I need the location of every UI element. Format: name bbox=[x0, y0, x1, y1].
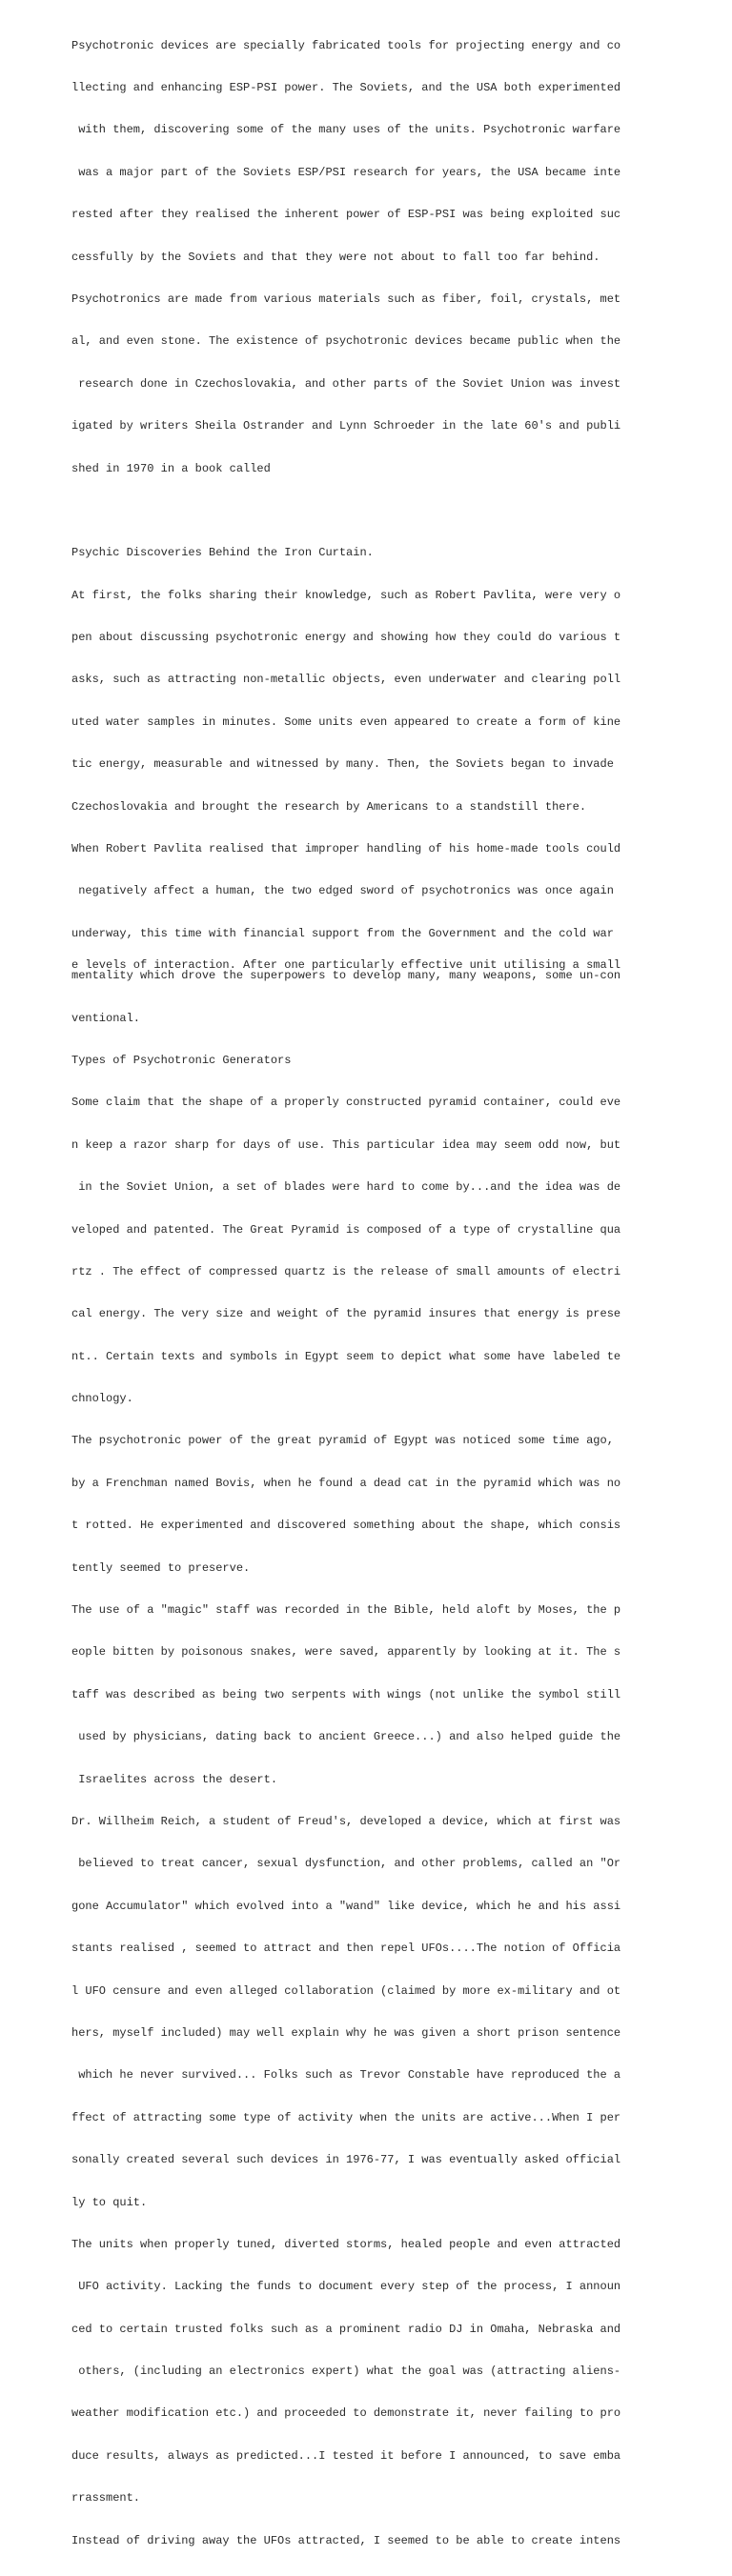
text-line: At first, the folks sharing their knowledge, such as Robert Pavlita, were very o bbox=[71, 588, 621, 602]
text-line: Psychotronic devices are specially fabricated tools for projecting energy and co bbox=[71, 38, 621, 52]
section-heading: Psychic Discoveries Behind the Iron Curtain. bbox=[71, 546, 374, 560]
text-line: with them, discovering some of the many uses of the units. Psychotronic warfare bbox=[71, 123, 621, 137]
text-line: research done in Czechoslovakia, and other parts of the Soviet Union was invest bbox=[71, 376, 621, 391]
text-line: taff was described as being two serpents with wings (not unlike the symbol still bbox=[71, 1687, 621, 1701]
text-line: duce results, always as predicted...I tested it before I announced, to save emba bbox=[71, 2448, 621, 2463]
text-line: which he never survived... Folks such as Trevor Constable have reproduced the a bbox=[71, 2068, 621, 2083]
text-line: veloped and patented. The Great Pyramid is composed of a type of crystalline qua bbox=[71, 1222, 621, 1237]
text-line: cal energy. The very size and weight of the pyramid insures that energy is prese bbox=[71, 1307, 621, 1321]
text-line: used by physicians, dating back to ancient Greece...) and also helped guide the bbox=[71, 1730, 621, 1744]
text-line: Psychotronics are made from various materials such as fiber, foil, crystals, met bbox=[71, 292, 621, 306]
text-line: chnology. bbox=[71, 1392, 133, 1406]
text-line: others, (including an electronics expert) what the goal was (attracting aliens- bbox=[71, 2365, 621, 2379]
document-body-text bbox=[71, 10, 620, 2576]
text-line: pen about discussing psychotronic energy and showing how they could do various t bbox=[71, 631, 621, 645]
text-line: negatively affect a human, the two edged sword of psychotronics was once again bbox=[71, 884, 614, 898]
text-line: l UFO censure and even alleged collaboration (claimed by more ex-military and ot bbox=[71, 1983, 621, 1998]
continued-text-line: e levels of interaction. After one particularly effective unit utilising a small bbox=[71, 958, 621, 972]
text-line: t rotted. He experimented and discovered something about the shape, which consis bbox=[71, 1519, 621, 1533]
text-line: by a Frenchman named Bovis, when he found a dead cat in the pyramid which was no bbox=[71, 1476, 621, 1490]
text-line: Israelites across the desert. bbox=[71, 1772, 278, 1786]
text-line: uted water samples in minutes. Some units even appeared to create a form of kine bbox=[71, 714, 621, 729]
text-line: Czechoslovakia and brought the research by Americans to a standstill there. bbox=[71, 799, 587, 814]
text-line: The psychotronic power of the great pyramid of Egypt was noticed some time ago, bbox=[71, 1434, 614, 1448]
text-line: tic energy, measurable and witnessed by many. Then, the Soviets began to invade bbox=[71, 757, 614, 772]
text-line: underway, this time with financial support from the Government and the cold war bbox=[71, 926, 614, 940]
text-line: believed to treat cancer, sexual dysfunction, and other problems, called an "Or bbox=[71, 1857, 621, 1871]
text-line: igated by writers Sheila Ostrander and Lynn Schroeder in the late 60's and publi bbox=[71, 419, 621, 433]
text-line: gone Accumulator" which evolved into a "wand" like device, which he and his assi bbox=[71, 1899, 621, 1913]
text-line: n keep a razor sharp for days of use. This particular idea may seem odd now, but bbox=[71, 1137, 621, 1152]
text-line: weather modification etc.) and proceeded to demonstrate it, never failing to pro bbox=[71, 2406, 621, 2421]
text-line: ly to quit. bbox=[71, 2195, 148, 2209]
text-line: ventional. bbox=[71, 1011, 141, 1025]
text-line: The units when properly tuned, diverted storms, healed people and even attracted bbox=[71, 2237, 621, 2251]
text-line: mentality which drove the superpowers to develop many, many weapons, some un-con bbox=[71, 969, 621, 983]
text-line: hers, myself included) may well explain why he was given a short prison sentence bbox=[71, 2025, 621, 2040]
text-line: UFO activity. Lacking the funds to document every step of the process, I announ bbox=[71, 2280, 621, 2294]
text-line: When Robert Pavlita realised that improper handling of his home-made tools could bbox=[71, 842, 621, 856]
text-line: rested after they realised the inherent power of ESP-PSI was being exploited suc bbox=[71, 208, 621, 222]
text-line: was a major part of the Soviets ESP/PSI research for years, the USA became inte bbox=[71, 165, 621, 179]
text-line: The use of a "magic" staff was recorded in the Bible, held aloft by Moses, the p bbox=[71, 1603, 621, 1618]
text-line: Dr. Willheim Reich, a student of Freud's, developed a device, which at first was bbox=[71, 1815, 621, 1828]
text-line: llecting and enhancing ESP-PSI power. The Soviets, and the USA both experimented bbox=[71, 80, 621, 94]
text-line: nt.. Certain texts and symbols in Egypt seem to depict what some have labeled te bbox=[71, 1349, 621, 1363]
text-line: stants realised , seemed to attract and then repel UFOs....The notion of Officia bbox=[71, 1942, 621, 1956]
text-line: cessfully by the Soviets and that they were not about to fall too far behind. bbox=[71, 250, 600, 264]
text-line: asks, such as attracting non-metallic objects, even underwater and clearing poll bbox=[71, 673, 621, 687]
text-line: al, and even stone. The existence of psychotronic devices became public when the bbox=[71, 334, 621, 349]
text-line: tently seemed to preserve. bbox=[71, 1560, 251, 1575]
section-heading: Types of Psychotronic Generators bbox=[71, 1053, 292, 1067]
blank-line bbox=[71, 504, 620, 518]
text-line: eople bitten by poisonous snakes, were saved, apparently by looking at it. The s bbox=[71, 1645, 621, 1660]
text-line: Some claim that the shape of a properly constructed pyramid container, could eve bbox=[71, 1096, 621, 1110]
text-line: rrassment. bbox=[71, 2491, 141, 2506]
text-line: ced to certain trusted folks such as a prominent radio DJ in Omaha, Nebraska and bbox=[71, 2322, 621, 2336]
text-line: in the Soviet Union, a set of blades were hard to come by...and the idea was de bbox=[71, 1180, 621, 1195]
text-line: rtz . The effect of compressed quartz is the release of small amounts of electri bbox=[71, 1264, 621, 1278]
text-line: ffect of attracting some type of activity when the units are active...When I per bbox=[71, 2110, 621, 2124]
text-line: shed in 1970 in a book called bbox=[71, 461, 271, 475]
text-line: Instead of driving away the UFOs attracted, I seemed to be able to create intens bbox=[71, 2533, 621, 2547]
text-line: sonally created several such devices in 1976-77, I was eventually asked official bbox=[71, 2153, 621, 2167]
